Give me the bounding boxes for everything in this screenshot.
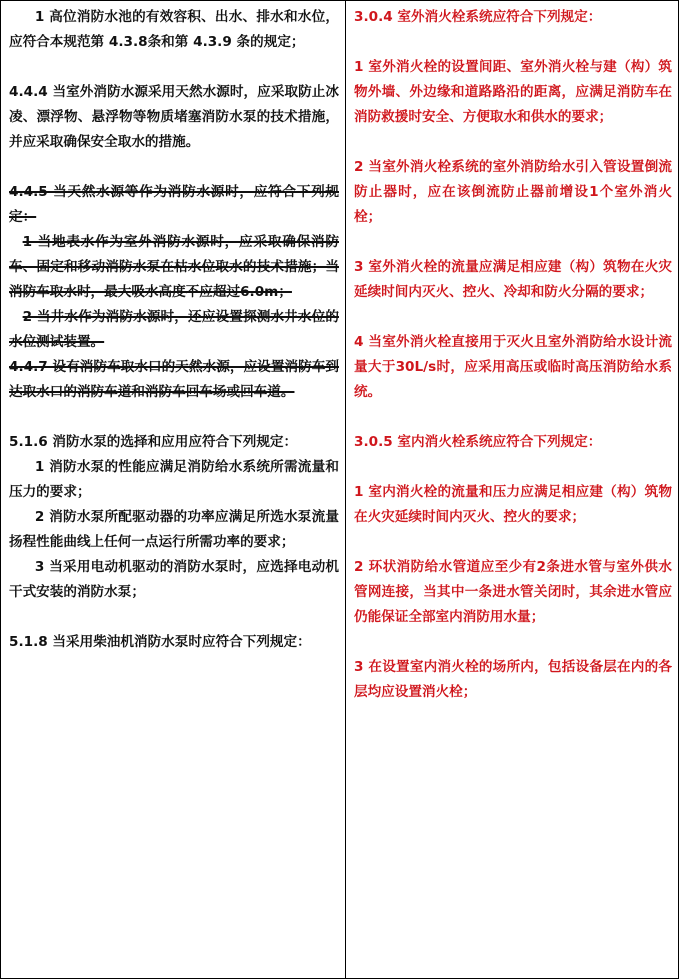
spacer	[9, 405, 339, 430]
spacer	[354, 630, 672, 655]
right-clause-3-0-5: 3.0.5 室内消火栓系统应符合下列规定：	[354, 434, 602, 450]
spacer	[354, 30, 672, 55]
right-clause-3-0-4: 3.0.4 室外消火栓系统应符合下列规定：	[354, 9, 602, 25]
spacer	[354, 455, 672, 480]
right-clause-3-0-5-item-1: 1 室内消火栓的流量和压力应满足相应建（构）筑物在火灾延续时间内灭火、控火的要求；	[354, 484, 672, 525]
spacer	[354, 130, 672, 155]
spacer	[354, 305, 672, 330]
left-clause-4-4-5-item-1-deleted: 1 当地表水作为室外消防水源时，应采取确保消防车、固定和移动消防水泵在枯水位取水的技术措施；当消防车取水时，最大吸水高度不应超过6.0m；	[9, 234, 339, 300]
spacer	[354, 230, 672, 255]
old-standard-column	[1, 1, 346, 978]
spacer	[354, 405, 672, 430]
left-clause-4-4-5-item-2-deleted: 2 当井水作为消防水源时，还应设置探测水井水位的水位测试装置。	[9, 309, 339, 350]
right-clause-3-0-4-item-1: 1 室外消火栓的设置间距、室外消火栓与建（构）筑物外墙、外边缘和道路路沿的距离，应满足消防车在消防救援时安全、方便取水和供水的要求；	[354, 59, 672, 125]
spacer	[9, 605, 339, 630]
right-clause-3-0-5-item-3: 3 在设置室内消火栓的场所内，包括设备层在内的各层均应设置消火栓；	[354, 659, 672, 700]
spacer	[9, 155, 339, 180]
left-clause-4-4-5-deleted: 4.4.5 当天然水源等作为消防水源时，应符合下列规定：	[9, 184, 339, 225]
left-clause-5-1-8: 5.1.8 当采用柴油机消防水泵时应符合下列规定：	[9, 634, 311, 650]
right-clause-3-0-4-item-2: 2 当室外消火栓系统的室外消防给水引入管设置倒流防止器时，应在该倒流防止器前增设1个室外消火栓；	[354, 159, 672, 225]
left-clause-5-1-6-item-1: 1 消防水泵的性能应满足消防给水系统所需流量和压力的要求；	[9, 459, 339, 500]
spacer	[9, 55, 339, 80]
left-clause-5-1-6-item-3: 3 当采用电动机驱动的消防水泵时，应选择电动机干式安装的消防水泵；	[9, 559, 339, 600]
right-clause-3-0-4-item-4: 4 当室外消火栓直接用于灭火且室外消防给水设计流量大于30L/s时，应采用高压或临时高压消防给水系统。	[354, 334, 672, 400]
left-clause-1: 1 高位消防水池的有效容积、出水、排水和水位，应符合本规范第 4.3.8条和第 4.3.9 条的规定；	[9, 9, 339, 50]
left-clause-5-1-6-item-2: 2 消防水泵所配驱动器的功率应满足所选水泵流量扬程性能曲线上任何一点运行所需功率的要求；	[9, 509, 339, 550]
right-clause-3-0-5-item-2: 2 环状消防给水管道应至少有2条进水管与室外供水管网连接，当其中一条进水管关闭时，其余进水管应仍能保证全部室内消防用水量；	[354, 559, 672, 625]
right-clause-3-0-4-item-3: 3 室外消火栓的流量应满足相应建（构）筑物在火灾延续时间内灭火、控火、冷却和防火分隔的要求；	[354, 259, 672, 300]
left-clause-5-1-6: 5.1.6 消防水泵的选择和应用应符合下列规定：	[9, 434, 298, 450]
spacer	[354, 530, 672, 555]
left-clause-4-4-7-deleted: 4.4.7 设有消防车取水口的天然水源，应设置消防车到达取水口的消防车道和消防车回车场或回车道。	[9, 359, 339, 400]
new-standard-column	[346, 1, 678, 978]
left-clause-4-4-4: 4.4.4 当室外消防水源采用天然水源时，应采取防止冰凌、漂浮物、悬浮物等物质堵塞消防水泵的技术措施，并应采取确保安全取水的措施。	[9, 84, 339, 150]
